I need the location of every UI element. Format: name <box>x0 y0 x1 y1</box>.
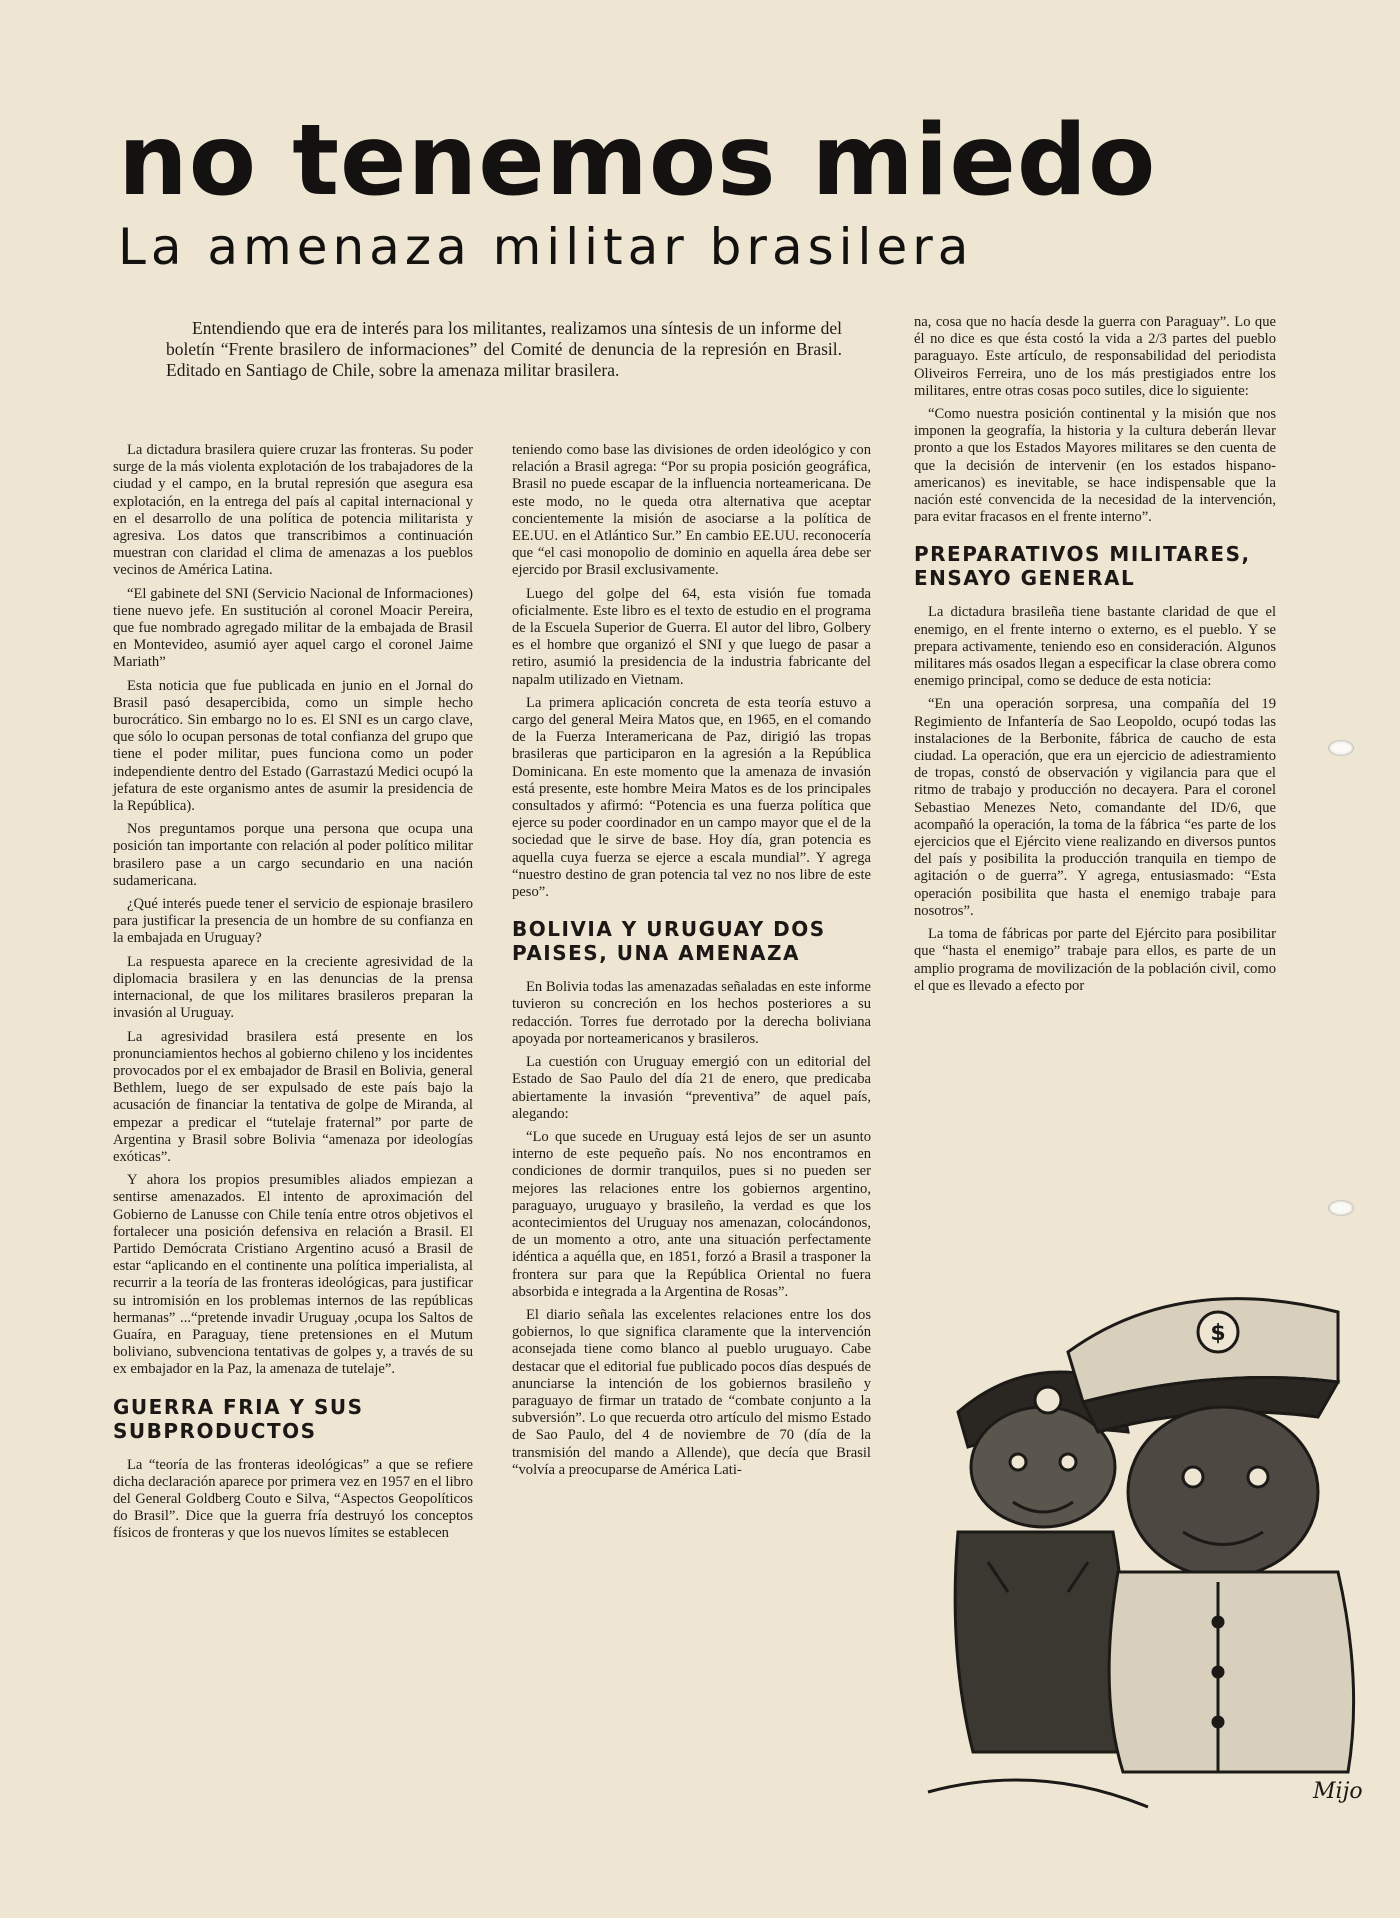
paragraph: La dictadura brasileña tiene bastante claridad de que el enemigo, en el frente interno o externo, es el pueblo. Y se prepara activamente, teniendo eso en consideración. Algunos militares más osados llegan a especificar la clase obrera como enemigo principal, como se deduce de esta noticia: <box>914 604 1276 690</box>
paragraph: “Como nuestra posición continental y la misión que nos imponen la geografía, la historia y la cultura deberán llevar pronto a que los Estados Mayores militares se den cuenta de que la decisión de intervenir (en los estados hispano-americanos) es inevitable, se hace indispensable que la nación esté convencida de la necesidad de la intervención, para evitar fracasos en el frente interno”. <box>914 406 1276 526</box>
column-3 <box>914 314 1276 1001</box>
subheadline: La amenaza militar brasilera <box>118 218 974 276</box>
section-heading: GUERRA FRIA Y SUS SUBPRODUCTOS <box>113 1394 364 1443</box>
paragraph: teniendo como base las divisiones de orden ideológico y con relación a Brasil agrega: “Por su propia posición geográfica, Brasil no puede escapar de la influencia norteamericana. De este modo, no le queda otra alternativa que aceptar concientemente la misión de asociarse a la política de EE.UU. en el Atlántico Sur.” En cambio EE.UU. reconocería que “el casi monopolio de dominio en aquella área debe ser ejercido por Brasil exclusivamente. <box>512 442 871 579</box>
artist-signature: Mijo <box>1313 1779 1363 1804</box>
paragraph: La dictadura brasilera quiere cruzar las fronteras. Su poder surge de la más violenta explotación de los trabajadores de la ciudad y el campo, en la brutal represión que asegura esa explotación, en la entrega del país al capital internacional y en el desarrollo de una política de potencia militarista y agresiva. Los datos que transcribimos a continuación muestran con claridad el clima de amenazas a los pueblos vecinos de América Latina. <box>113 442 473 579</box>
paragraph: Luego del golpe del 64, esta visión fue tomada oficialmente. Este libro es el texto de estudio en el programa de la Escuela Superior de Guerra. El autor del libro, Golbery es el hombre que organizó el SNI y que luego de pasar a retiro, asumió la presidencia de la industria fabricante del napalm utilizado en Vietnam. <box>512 585 871 688</box>
paragraph: La respuesta aparece en la creciente agresividad de la diplomacia brasilera y en las denuncias de la prensa internacional, de que los militares brasileros preparan la invasión al Uruguay. <box>113 953 473 1022</box>
section-heading: BOLIVIA Y URUGUAY DOS PAISES, UNA AMENAZA <box>512 917 826 966</box>
paragraph: na, cosa que no hacía desde la guerra con Paraguay”. Lo que él no dice es que ésta costó la vida a 2/3 partes del pueblo paraguayo. Este artículo, de responsabilidad del periodista Oliveiros Ferreira, uno de los más prestigiados entre los militares, entre otras cosas poco sutiles, dice lo siguiente: <box>914 314 1276 399</box>
paragraph: La primera aplicación concreta de esta teoría estuvo a cargo del general Meira Matos que, en 1965, en el comando de la Fuerza Interamericana de Paz, dirigió las tropas brasileras que participaron en la agresión a la República Dominicana. En este momento que la amenaza de invasión está presente, este hombre Meira Matos es de los principales consultados y afirmó: “Potencia es una fuerza política que ejerce su poder coordinador en un campo mayor que el de la sociedad que le sirve de base. Hoy día, gran potencia es aquella cuya fuerza se ejerce a escala mundial”. Y agrega “nuestro destino de gran potencia tal vez no nos libre de este peso”. <box>512 694 871 901</box>
paragraph: En Bolivia todas las amenazadas señaladas en este informe tuvieron su concreción en los hechos posteriores a su redacción. Torres fue derrotado por la derecha boliviana apoyada por norteamericanos y brasileros. <box>512 979 871 1047</box>
paragraph: “En una operación sorpresa, una compañía del 19 Regimiento de Infantería de Sao Leopoldo, ocupó todas las instalaciones de la Berbonite, fábrica de caucho de esta ciudad. La operación, que era un ejercicio de adiestramiento de tropas, constó de observación y vigilancia para que el ritmo de trabajo y producción no decayera. Para el coronel Sebastiao Menezes Neto, comandante del ID/6, que acompañó la operación, la toma de la fábrica “es parte de los ejercicios que el Ejército viene realizando en diversos puntos del país y posibilita la producción tranquila en tiempo de agitación o de guerra”. Y agrega, entusiasmado: “Esta operación posibilita que hasta el enemigo trabaje para nosotros”. <box>914 696 1276 919</box>
paragraph: “Lo que sucede en Uruguay está lejos de ser un asunto interno de este pequeño país. No nos encontramos en condiciones de dormir tranquilos, pues si no pueden ser mejores las relaciones entre los gobiernos argentino, paraguayo, uruguayo y brasileño, la verdad es que los acontecimientos del Uruguay nos amenazan, colocándonos, de un momento a otro, ante una situación perfectamente idéntica a aquélla que, en 1851, forzó a Brasil a trasponer la frontera sur para que la República Oriental no fuera absorbida e integrada a la Argentina de Rosas”. <box>512 1128 871 1300</box>
paragraph: Esta noticia que fue publicada en junio en el Jornal do Brasil pasó desapercibida, como un simple hecho burocrático. Sin embargo no lo es. El SNI es un cargo clave, que sólo lo ocupan personas de total confianza del grupo que tiene el poder militar, pues funciona como un poder independiente dentro del Estado (Garrastazú Medici ocupó la jefatura de este organismo antes de asumir la presidencia de la República). <box>113 677 473 815</box>
paragraph: La toma de fábricas por parte del Ejército para posibilitar que “hasta el enemigo” trabaje para ellos, es parte de un amplio programa de movilización de la población civil, como el que es llevado a efecto por <box>914 926 1276 994</box>
paragraph: Nos preguntamos porque una persona que ocupa una posición tan importante con relación al poder político militar brasilero pase a un cargo secundario en una nación sudamericana. <box>113 821 473 889</box>
gorilla-generals-cartoon <box>918 1232 1370 1818</box>
column-1 <box>113 442 473 1549</box>
paragraph: “El gabinete del SNI (Servicio Nacional de Informaciones) tiene nuevo jefe. En sustitución al coronel Moacir Pereira, que fue nombrado agregado militar de la embajada de Brasil en Montevideo, asumió ayer aquel cargo el coronel Jaime Mariath” <box>113 585 473 671</box>
cap-emblem-symbol: $ <box>1210 1321 1226 1346</box>
paragraph: Y ahora los propios presumibles aliados empiezan a sentirse amenazados. El intento de aproximación del Gobierno de Lanusse con Chile tenía entre otros objetivos el fortalecer una posición defensiva en relación a Brasil. El Partido Demócrata Cristiano Argentino acusó a Brasil de estar “aplicando en el continente una política imperialista, al recurrir a la teoría de las fronteras ideológicas, para justificar su intromisión en los problemas internos de las repúblicas hermanas” ...“pretende invadir Uruguay ,ocupa los Saltos de Guaíra, en Paraguay, tiene pretensiones en el Mutum boliviano, subvenciona tentativas de golpes y, a través de su ex embajador en la Paz, la amenaza de tutelaje”. <box>113 1172 473 1378</box>
paragraph: ¿Qué interés puede tener el servicio de espionaje brasilero para justificar la presencia de un hombre de su confianza en la embajada en Uruguay? <box>113 896 473 947</box>
paragraph: La cuestión con Uruguay emergió con un editorial del Estado de Sao Paulo del día 21 de enero, que predicaba abiertamente la invasión “preventiva” de aquel país, alegando: <box>512 1054 871 1122</box>
headline: no tenemos miedo <box>118 104 1157 218</box>
section-heading: PREPARATIVOS MILITARES, ENSAYO GENERAL <box>914 542 1251 591</box>
binder-hole <box>1328 740 1354 756</box>
paragraph: La “teoría de las fronteras ideológicas” a que se refiere dicha declaración aparece por primera vez en 1957 en el libro del General Goldberg Couto e Silva, “Aspectos Geopolíticos do Brasil”. Dice que la guerra fría destruyó los conceptos físicos de fronteras y que los nuevos límites se establecen <box>113 1456 473 1542</box>
cap-emblem-icon <box>1035 1387 1061 1413</box>
intro-text: Entendiendo que era de interés para los militantes, realizamos una síntesis de un informe del boletín “Frente brasilero de informaciones” del Comité de denuncia de la represión en Brasil. Editado en Santiago de Chile, sobre la amenaza militar brasilera. <box>166 318 842 380</box>
binder-hole <box>1328 1200 1354 1216</box>
paragraph: El diario señala las excelentes relaciones entre los dos gobiernos, lo que significa claramente que la intervención aconsejada tiene como blanco al pueblo uruguayo. Cabe destacar que el editorial fue publicado pocos días después de anunciarse la intención de los gobiernos brasileño y paraguayo de firmar un tratado de “combate conjunto a la subversión”. Lo que recuerda otro artículo del mismo Estado de Sao Paulo, del 4 de noviembre de 70 (día de la transmisión del mando a Allende), que decía que Brasil “volvía a preocuparse de América Lati- <box>512 1306 871 1478</box>
intro-paragraph <box>166 318 842 381</box>
paragraph: La agresividad brasilera está presente en los pronunciamientos hechos al gobierno chileno y los incidentes provocados por el ex embajador de Brasil en Bolivia, general Bethlem, luego de ser expulsado de este país bajo la acusación de financiar la tentativa de golpe de Miranda, al empezar a predicar el “tutelaje fraternal” por parte de Argentina y Brasil sobre Bolivia “amenaza por ideologías exóticas”. <box>113 1028 473 1165</box>
column-2 <box>512 442 871 1485</box>
